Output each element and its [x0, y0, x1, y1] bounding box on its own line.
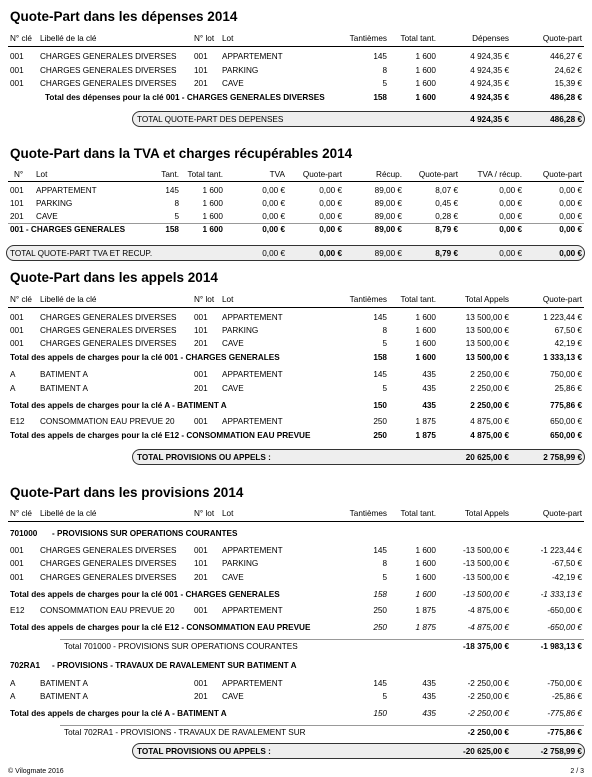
cell-libelle: CHARGES GENERALES DIVERSES — [40, 339, 177, 348]
group-total-appels: -2 250,00 € — [467, 709, 509, 718]
cell-tva-recup: 0,00 € — [499, 186, 522, 195]
cell-total-appels: 13 500,00 € — [465, 326, 509, 335]
cell-cle: A — [10, 384, 16, 393]
cell-libelle: CHARGES GENERALES DIVERSES — [40, 326, 177, 335]
header-nlot: N° lot — [194, 509, 215, 518]
cell-tantiemes: 5 — [382, 384, 387, 393]
subtotal-appels: -2 250,00 € — [467, 728, 509, 737]
cell-quote-part: 446,27 € — [550, 52, 582, 61]
grand-total-depenses: 4 924,35 € — [470, 115, 509, 124]
grand-total-quote-part: 2 758,99 € — [543, 453, 582, 462]
cell-cle: 001 — [10, 573, 24, 582]
cell-cle: 001 — [10, 339, 24, 348]
cell-nlot: 001 — [194, 313, 208, 322]
group-total-appels: 2 250,00 € — [470, 401, 509, 410]
grand-total-label: TOTAL QUOTE-PART TVA ET RECUP. — [10, 249, 153, 258]
cell-quote-part: 24,62 € — [554, 65, 582, 75]
subtotal-quote-part: -775,86 € — [547, 728, 582, 737]
cell-quote-part: 650,00 € — [550, 417, 582, 426]
cell-libelle: BATIMENT A — [40, 370, 88, 379]
cell-total-appels: -13 500,00 € — [463, 573, 509, 582]
group-total-label: Total des appels de charges pour la clé A - BATIMENT A — [10, 709, 227, 718]
cell-total: 435 — [422, 370, 436, 379]
cell-quote-part-3: 0,00 € — [559, 212, 582, 221]
subtotal-appels: -18 375,00 € — [463, 642, 509, 651]
cell-cle: A — [10, 370, 16, 379]
group-total-tantiemes: 250 — [373, 623, 387, 632]
group-total-label: Total des appels de charges pour la clé E12 - CONSOMMATION EAU PREVUE — [10, 623, 311, 632]
cell-libelle: CHARGES GENERALES DIVERSES — [40, 313, 177, 322]
group-total-quote-part: 775,86 € — [550, 401, 582, 410]
cell-total: 1 600 — [415, 573, 436, 582]
header-libelle: Libellé de la clé — [40, 295, 97, 304]
cell-total-appels: -2 250,00 € — [467, 692, 509, 701]
cell-nlot: 201 — [194, 79, 208, 88]
group-total-appels: 13 500,00 € — [465, 353, 509, 362]
cell-lot: APPARTEMENT — [36, 186, 97, 195]
header-total: Total tant. — [400, 34, 436, 43]
cell-tant: 5 — [174, 212, 179, 221]
cell-cle: 001 — [10, 559, 24, 568]
group-total-label: Total des appels de charges pour la clé 001 - CHARGES GENERALES — [10, 353, 280, 362]
group-total-total: 1 875 — [415, 623, 436, 632]
cell-total: 1 600 — [415, 546, 436, 555]
grand-total-appels: 20 625,00 € — [465, 453, 509, 462]
group-total-tantiemes: 158 — [373, 590, 387, 599]
cell-quote-part: 0,00 € — [319, 186, 342, 195]
header-lot: Lot — [222, 34, 234, 43]
cell-total: 1 600 — [415, 65, 436, 75]
cell-nlot: 101 — [194, 326, 208, 335]
grand-total-tva: 0,00 € — [262, 249, 285, 258]
cell-quote-part: 15,39 € — [554, 79, 582, 88]
cell-tantiemes: 8 — [382, 65, 387, 75]
cell-nlot: 101 — [194, 65, 208, 75]
cell-libelle: CHARGES GENERALES DIVERSES — [40, 573, 177, 582]
header-lot: Lot — [222, 295, 234, 304]
header-quote-part: Quote-part — [542, 509, 582, 518]
grand-total-appels: -20 625,00 € — [463, 747, 509, 756]
cell-tva-recup: 0,00 € — [499, 212, 522, 221]
header-depenses: Dépenses — [472, 34, 509, 43]
footer-page-number: 2 / 3 — [570, 768, 584, 775]
cell-lot: APPARTEMENT — [222, 546, 283, 555]
cell-quote-part: 42,19 € — [554, 339, 582, 348]
group-total-tantiemes: 250 — [373, 431, 387, 440]
divider — [60, 639, 584, 640]
header-total: Total tant. — [400, 509, 436, 518]
total-tva-recup: 0,00 € — [499, 225, 522, 234]
total-tantiemes: 158 — [373, 93, 387, 102]
group-total-quote-part: -1 333,13 € — [540, 590, 582, 599]
cell-tantiemes: 145 — [373, 679, 387, 688]
cell-libelle: CONSOMMATION EAU PREVUE 20 — [40, 417, 175, 426]
group-total-total: 1 600 — [415, 590, 436, 599]
cell-total: 435 — [422, 384, 436, 393]
cell-tantiemes: 145 — [373, 546, 387, 555]
header-tantiemes: Tantièmes — [349, 509, 387, 518]
cell-cle: E12 — [10, 606, 25, 615]
group-total-quote-part: 650,00 € — [550, 431, 582, 440]
header-tantiemes: Tantièmes — [349, 34, 387, 43]
cell-tant: 8 — [174, 199, 179, 208]
cell-total-appels: -13 500,00 € — [463, 559, 509, 568]
header-cle: N° clé — [10, 295, 32, 304]
header-libelle: Libellé de la clé — [40, 34, 97, 43]
total-recup: 89,00 € — [374, 225, 402, 234]
total-tant: 158 — [165, 225, 179, 234]
cell-tantiemes: 250 — [373, 417, 387, 426]
group-total-quote-part: 1 333,13 € — [543, 353, 582, 362]
group-total-tantiemes: 150 — [373, 401, 387, 410]
header-total: Total tant. — [187, 170, 223, 179]
header-lot: Lot — [222, 509, 234, 518]
total-total: 1 600 — [202, 225, 223, 234]
total-quote-part: 0,00 € — [319, 225, 342, 234]
cell-n: 201 — [10, 212, 24, 221]
subtotal-label: Total 701000 - PROVISIONS SUR OPERATIONS COURANTES — [64, 642, 298, 651]
cell-quote-part: -67,50 € — [551, 559, 582, 568]
group-total-quote-part: -650,00 € — [547, 623, 582, 632]
cell-lot: APPARTEMENT — [222, 417, 283, 426]
grand-total-quote-part-2: 8,79 € — [435, 249, 458, 258]
section-title-tva: Quote-Part dans la TVA et charges récupérables 2014 — [10, 146, 353, 161]
cell-libelle: BATIMENT A — [40, 692, 88, 701]
total-quote-part: 486,28 € — [550, 93, 582, 102]
cell-tant: 145 — [165, 186, 179, 195]
cell-quote-part-2: 0,45 € — [435, 199, 458, 208]
cell-quote-part: 67,50 € — [554, 326, 582, 335]
cell-total: 1 600 — [202, 199, 223, 208]
cell-tantiemes: 5 — [382, 339, 387, 348]
cell-libelle: BATIMENT A — [40, 384, 88, 393]
cell-total: 1 600 — [415, 559, 436, 568]
cell-lot: APPARTEMENT — [222, 52, 283, 61]
cell-total: 1 600 — [202, 186, 223, 195]
cell-total-appels: 2 250,00 € — [470, 384, 509, 393]
cell-total: 1 875 — [415, 606, 436, 615]
cell-total-appels: 13 500,00 € — [465, 339, 509, 348]
cell-nlot: 201 — [194, 573, 208, 582]
cell-recup: 89,00 € — [374, 186, 402, 195]
header-quote-part: Quote-part — [542, 295, 582, 304]
grand-total-quote-part: -2 758,99 € — [540, 747, 582, 756]
total-depenses: 4 924,35 € — [470, 93, 509, 102]
cell-depenses: 4 924,35 € — [470, 65, 509, 75]
cell-lot: CAVE — [222, 384, 244, 393]
cell-nlot: 101 — [194, 559, 208, 568]
cell-lot: PARKING — [222, 559, 259, 568]
divider — [8, 521, 584, 522]
cell-total: 1 600 — [415, 52, 436, 61]
group-total-label: Total des appels de charges pour la clé 001 - CHARGES GENERALES — [10, 590, 280, 599]
group-total-appels: -4 875,00 € — [467, 623, 509, 632]
cell-libelle: CHARGES GENERALES DIVERSES — [40, 79, 177, 88]
cell-libelle: CHARGES GENERALES DIVERSES — [40, 559, 177, 568]
cell-lot: APPARTEMENT — [222, 313, 283, 322]
header-libelle: Libellé de la clé — [40, 509, 97, 518]
header-quote-part: Quote-part — [302, 170, 342, 179]
cell-quote-part: -42,19 € — [551, 573, 582, 582]
cell-quote-part: -650,00 € — [547, 606, 582, 615]
cell-lot: CAVE — [222, 573, 244, 582]
cell-total: 435 — [422, 679, 436, 688]
cell-recup: 89,00 € — [374, 212, 402, 221]
cell-libelle: CHARGES GENERALES DIVERSES — [40, 65, 177, 75]
header-lot: Lot — [36, 170, 48, 179]
cell-total: 1 600 — [202, 212, 223, 221]
group-total-quote-part: -775,86 € — [547, 709, 582, 718]
cell-libelle: BATIMENT A — [40, 679, 88, 688]
cell-tantiemes: 250 — [373, 606, 387, 615]
cell-cle: 001 — [10, 79, 24, 88]
divider — [8, 181, 584, 182]
grand-total-tva-recup: 0,00 € — [499, 249, 522, 258]
group-total-label: Total des appels de charges pour la clé E12 - CONSOMMATION EAU PREVUE — [10, 431, 311, 440]
group-total-total: 1 600 — [415, 353, 436, 362]
cell-tantiemes: 8 — [382, 326, 387, 335]
cell-n: 001 — [10, 186, 24, 195]
footer-copyright: © Vilogmate 2016 — [8, 768, 64, 775]
cell-quote-part-3: 0,00 € — [559, 186, 582, 195]
cell-total-appels: 13 500,00 € — [465, 313, 509, 322]
grand-total-label: TOTAL QUOTE-PART DES DEPENSES — [137, 115, 284, 124]
cell-quote-part: 0,00 € — [319, 212, 342, 221]
group-total-total: 435 — [422, 709, 436, 718]
cell-tva: 0,00 € — [262, 199, 285, 208]
header-tva-recup: TVA / récup. — [477, 170, 522, 179]
total-quote-part-2: 8,79 € — [435, 225, 458, 234]
cell-quote-part-2: 0,28 € — [435, 212, 458, 221]
cell-tantiemes: 145 — [373, 52, 387, 61]
divider — [8, 307, 584, 308]
cell-nlot: 001 — [194, 606, 208, 615]
cell-lot: CAVE — [222, 79, 244, 88]
cell-nlot: 001 — [194, 417, 208, 426]
cell-quote-part: 750,00 € — [550, 370, 582, 379]
header-n: N° — [14, 170, 24, 179]
cell-cle: 001 — [10, 313, 24, 322]
group-total-label: Total des appels de charges pour la clé A - BATIMENT A — [10, 401, 227, 410]
cell-libelle: CHARGES GENERALES DIVERSES — [40, 52, 177, 61]
total-quote-part-3: 0,00 € — [559, 225, 582, 234]
cell-total: 1 600 — [415, 326, 436, 335]
section-title-appels: Quote-Part dans les appels 2014 — [10, 270, 218, 285]
grand-total-quote-part: 486,28 € — [550, 115, 582, 124]
cell-lot: APPARTEMENT — [222, 679, 283, 688]
grand-total-label: TOTAL PROVISIONS OU APPELS : — [137, 453, 271, 462]
grand-total-quote-part: 0,00 € — [319, 249, 342, 258]
cell-tva-recup: 0,00 € — [499, 199, 522, 208]
cell-tantiemes: 8 — [382, 559, 387, 568]
header-quote-part-3: Quote-part — [542, 170, 582, 179]
cell-tantiemes: 5 — [382, 573, 387, 582]
cell-total-appels: -13 500,00 € — [463, 546, 509, 555]
section-name: - PROVISIONS SUR OPERATIONS COURANTES — [52, 529, 238, 538]
cell-lot: APPARTEMENT — [222, 606, 283, 615]
group-total-tantiemes: 150 — [373, 709, 387, 718]
cell-cle: E12 — [10, 417, 25, 426]
cell-total-appels: -4 875,00 € — [467, 606, 509, 615]
subtotal-quote-part: -1 983,13 € — [540, 642, 582, 651]
cell-cle: 001 — [10, 326, 24, 335]
grand-total-recup: 89,00 € — [374, 249, 402, 258]
section-code: 701000 — [10, 529, 38, 538]
cell-cle: 001 — [10, 52, 24, 61]
cell-tantiemes: 145 — [373, 370, 387, 379]
total-label: Total des dépenses pour la clé 001 - CHARGES GENERALES DIVERSES — [45, 93, 325, 102]
header-nlot: N° lot — [194, 34, 215, 43]
cell-quote-part: -750,00 € — [547, 679, 582, 688]
section-title-provisions: Quote-Part dans les provisions 2014 — [10, 485, 244, 500]
cell-total-appels: -2 250,00 € — [467, 679, 509, 688]
cell-total: 435 — [422, 692, 436, 701]
cell-quote-part-3: 0,00 € — [559, 199, 582, 208]
cell-total: 1 600 — [415, 79, 436, 88]
cell-total: 1 600 — [415, 313, 436, 322]
header-cle: N° clé — [10, 509, 32, 518]
divider — [8, 46, 584, 47]
cell-cle: 001 — [10, 546, 24, 555]
cell-nlot: 201 — [194, 384, 208, 393]
header-tant: Tant. — [161, 170, 179, 179]
section-name: - PROVISIONS - TRAVAUX DE RAVALEMENT SUR BATIMENT A — [52, 661, 297, 670]
cell-cle: 001 — [10, 65, 24, 75]
cell-nlot: 001 — [194, 679, 208, 688]
cell-total: 1 875 — [415, 417, 436, 426]
cell-libelle: CONSOMMATION EAU PREVUE 20 — [40, 606, 175, 615]
header-recup: Récup. — [376, 170, 402, 179]
cell-recup: 89,00 € — [374, 199, 402, 208]
cell-quote-part: 1 223,44 € — [543, 313, 582, 322]
cell-quote-part: -25,86 € — [551, 692, 582, 701]
cell-tva: 0,00 € — [262, 212, 285, 221]
group-total-total: 435 — [422, 401, 436, 410]
divider — [8, 223, 584, 224]
divider — [60, 725, 584, 726]
header-total: Total tant. — [400, 295, 436, 304]
header-quote-part-2: Quote-part — [418, 170, 458, 179]
group-total-total: 1 875 — [415, 431, 436, 440]
header-total-appels: Total Appels — [464, 509, 509, 518]
cell-lot: APPARTEMENT — [222, 370, 283, 379]
cell-total-appels: 2 250,00 € — [470, 370, 509, 379]
cell-nlot: 201 — [194, 339, 208, 348]
cell-lot: PARKING — [222, 65, 259, 75]
header-total-appels: Total Appels — [464, 295, 509, 304]
cell-nlot: 201 — [194, 692, 208, 701]
header-quote-part: Quote-part — [542, 34, 582, 43]
cell-quote-part: -1 223,44 € — [540, 546, 582, 555]
header-cle: N° clé — [10, 34, 32, 43]
group-total-tantiemes: 158 — [373, 353, 387, 362]
section-title-depenses: Quote-Part dans les dépenses 2014 — [10, 9, 238, 24]
cell-tantiemes: 5 — [382, 692, 387, 701]
total-tva: 0,00 € — [262, 225, 285, 234]
cell-cle: A — [10, 692, 16, 701]
cell-depenses: 4 924,35 € — [470, 79, 509, 88]
grand-total-quote-part-3: 0,00 € — [559, 249, 582, 258]
cell-lot: PARKING — [222, 326, 259, 335]
cell-tantiemes: 145 — [373, 313, 387, 322]
header-tantiemes: Tantièmes — [349, 295, 387, 304]
cell-nlot: 001 — [194, 546, 208, 555]
section-code: 702RA1 — [10, 661, 41, 670]
header-tva: TVA — [269, 170, 285, 179]
cell-lot: PARKING — [36, 199, 73, 208]
subtotal-label: Total 702RA1 - PROVISIONS - TRAVAUX DE RAVALEMENT SUR — [64, 728, 306, 737]
total-total: 1 600 — [415, 93, 436, 102]
cell-cle: A — [10, 679, 16, 688]
cell-total-appels: 4 875,00 € — [470, 417, 509, 426]
cell-depenses: 4 924,35 € — [470, 52, 509, 61]
group-total-appels: -13 500,00 € — [463, 590, 509, 599]
header-nlot: N° lot — [194, 295, 215, 304]
cell-total: 1 600 — [415, 339, 436, 348]
cell-quote-part: 25,86 € — [554, 384, 582, 393]
cell-tantiemes: 5 — [382, 79, 387, 88]
grand-total-label: TOTAL PROVISIONS OU APPELS : — [137, 747, 271, 756]
cell-nlot: 001 — [194, 370, 208, 379]
cell-tva: 0,00 € — [262, 186, 285, 195]
cell-quote-part: 0,00 € — [319, 199, 342, 208]
cell-lot: CAVE — [36, 212, 58, 221]
total-label: 001 - CHARGES GENERALES — [10, 225, 126, 234]
cell-libelle: CHARGES GENERALES DIVERSES — [40, 546, 177, 555]
cell-quote-part-2: 8,07 € — [435, 186, 458, 195]
group-total-appels: 4 875,00 € — [470, 431, 509, 440]
cell-n: 101 — [10, 199, 24, 208]
cell-lot: CAVE — [222, 339, 244, 348]
cell-lot: CAVE — [222, 692, 244, 701]
cell-nlot: 001 — [194, 52, 208, 61]
